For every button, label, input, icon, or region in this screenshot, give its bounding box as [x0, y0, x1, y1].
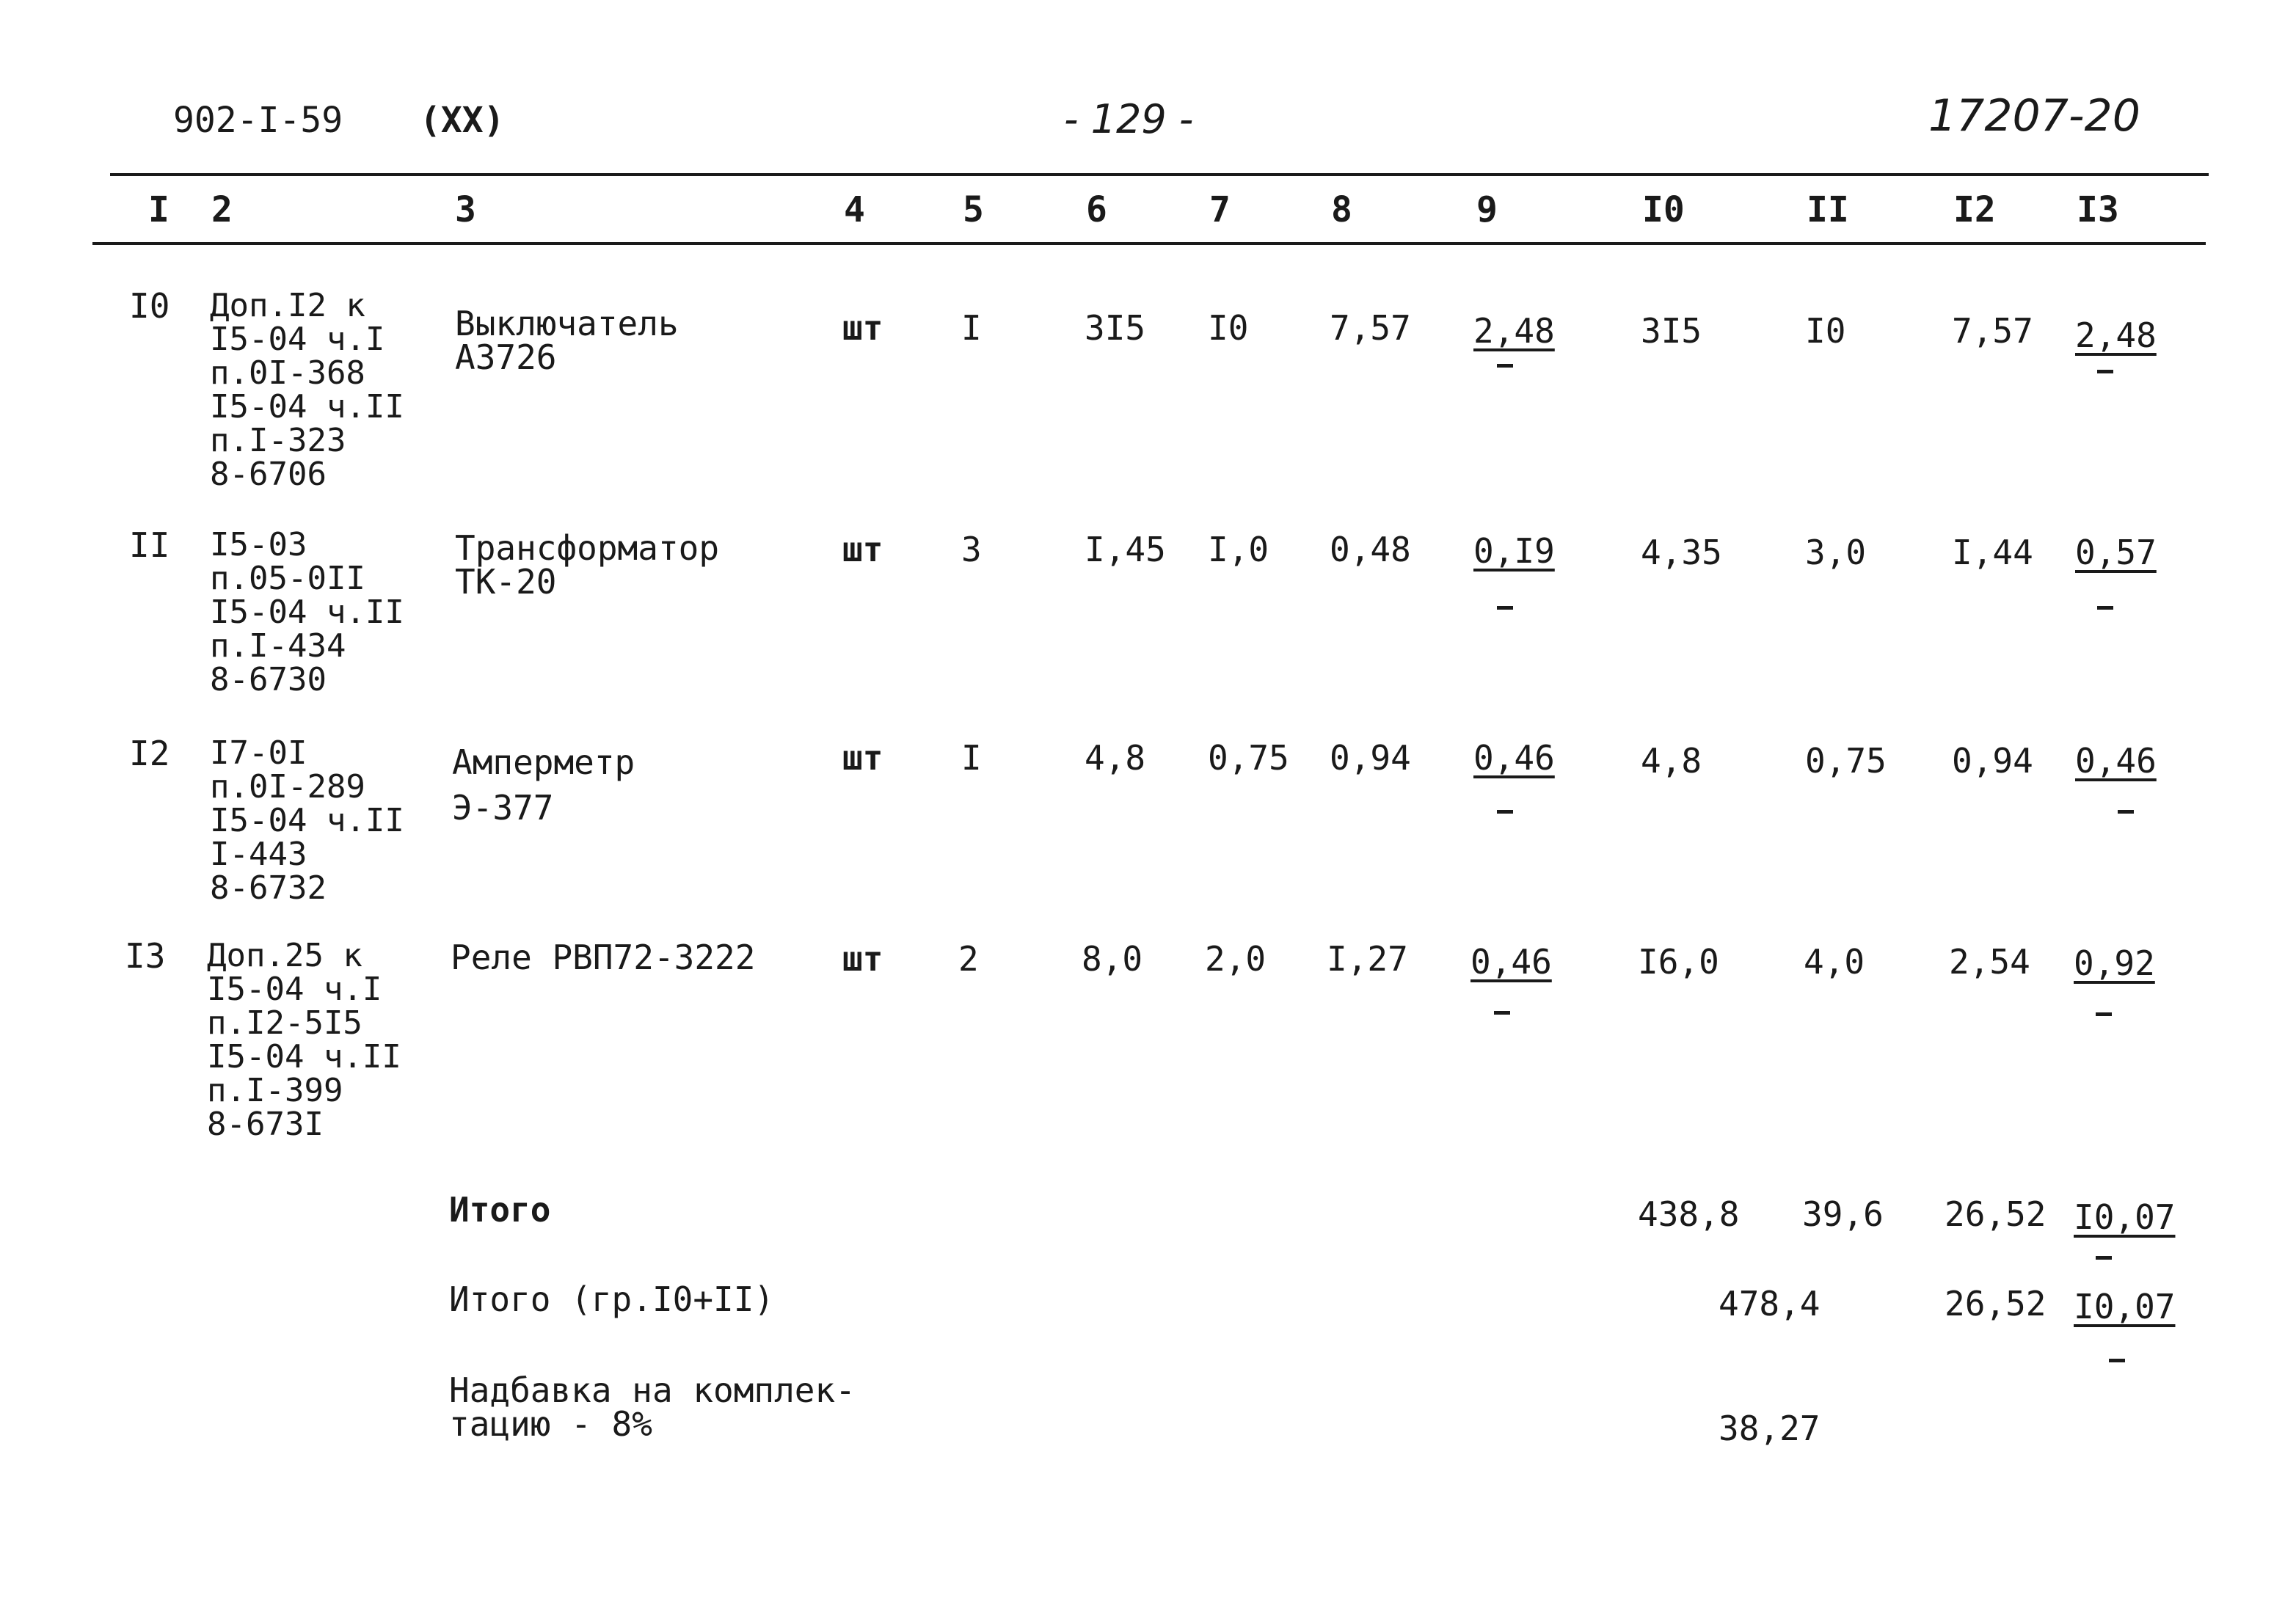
row-quantity: I — [961, 308, 982, 348]
row-col13-dash — [2097, 606, 2113, 610]
row-col9: 2,48 — [1473, 311, 1555, 351]
row-col9: 0,46 — [1473, 738, 1555, 778]
total-col13: I0,07 — [2074, 1197, 2176, 1237]
row-col12: I,44 — [1952, 533, 2033, 572]
total-col11: 39,6 — [1802, 1194, 1884, 1234]
row-col10: 4,8 — [1641, 741, 1702, 781]
row-col6: 8,0 — [1082, 939, 1143, 979]
section-label: (XX) — [420, 100, 505, 141]
row-col8: 0,94 — [1330, 738, 1411, 778]
row-col13: 0,46 — [2075, 741, 2157, 781]
row-col13-dash — [2096, 1012, 2112, 1016]
row-col12: 0,94 — [1952, 741, 2033, 781]
row-col9: 0,46 — [1470, 942, 1552, 982]
row-quantity: 2 — [958, 939, 979, 979]
col-header-9: 9 — [1476, 189, 1498, 230]
row-unit: шт — [842, 308, 883, 348]
document-code: 902-I-59 — [173, 100, 343, 141]
row-col13: 0,57 — [2075, 533, 2157, 572]
header-rule-top — [110, 173, 2209, 176]
row-item-name: Трансформатор ТК-20 — [455, 528, 720, 602]
row-col9: 0,I9 — [1473, 531, 1555, 571]
total-groups-col10-11: 478,4 — [1719, 1284, 1821, 1323]
col-header-12: I2 — [1953, 189, 1996, 230]
col-header-13: I3 — [2077, 189, 2119, 230]
row-col8: 0,48 — [1330, 530, 1411, 569]
row-col13: 0,92 — [2074, 943, 2155, 983]
page-number: - 129 - — [1064, 96, 1194, 142]
row-col8: 7,57 — [1330, 308, 1411, 348]
col-header-11: II — [1807, 189, 1849, 230]
row-col11: 4,0 — [1804, 942, 1865, 982]
row-col12: 7,57 — [1952, 311, 2033, 351]
row-reference: Доп.I2 к I5-04 ч.I п.0I-368 I5-04 ч.II п.I-323 8-6706 — [210, 287, 404, 493]
row-unit: шт — [842, 530, 883, 569]
row-col10: 4,35 — [1641, 533, 1722, 572]
total-groups-col13-dash — [2109, 1359, 2125, 1362]
row-col6: 3I5 — [1085, 308, 1146, 348]
row-quantity: I — [961, 738, 982, 778]
header-rule-bottom — [92, 242, 2206, 245]
row-col6: 4,8 — [1085, 738, 1146, 778]
row-col8: I,27 — [1327, 939, 1408, 979]
row-item-name: Реле РВП72-3222 — [451, 938, 756, 977]
col-header-1: I — [148, 189, 170, 230]
row-number: I2 — [129, 734, 170, 773]
total-col10: 438,8 — [1638, 1194, 1740, 1234]
row-item-name: Амперметр Э-377 — [452, 742, 635, 828]
col-header-7: 7 — [1209, 189, 1231, 230]
row-col13-dash — [2097, 370, 2113, 373]
row-col9-dash — [1494, 1011, 1510, 1015]
col-header-3: 3 — [455, 189, 476, 230]
col-header-2: 2 — [211, 189, 233, 230]
col-header-4: 4 — [844, 189, 865, 230]
row-unit: шт — [842, 738, 883, 778]
total-groups-label: Итого (гр.I0+II) — [449, 1279, 775, 1319]
row-col7: 2,0 — [1205, 939, 1267, 979]
row-reference: Доп.25 к I5-04 ч.I п.I2-5I5 I5-04 ч.II п.I-399 8-673I — [207, 937, 401, 1143]
total-col13-dash — [2096, 1256, 2112, 1260]
row-col7: I0 — [1208, 308, 1249, 348]
row-number: I3 — [125, 936, 166, 976]
row-col11: 3,0 — [1805, 533, 1867, 572]
row-number: I0 — [129, 286, 170, 326]
col-header-5: 5 — [963, 189, 984, 230]
row-col11: I0 — [1805, 311, 1846, 351]
total-label: Итого — [449, 1190, 551, 1230]
row-reference: I7-0I п.0I-289 I5-04 ч.II I-443 8-6732 — [210, 734, 404, 907]
row-reference: I5-03 п.05-0II I5-04 ч.II п.I-434 8-6730 — [210, 526, 404, 698]
row-col13: 2,48 — [2075, 315, 2157, 355]
sheet-number: 17207-20 — [1928, 90, 2140, 142]
markup-value: 38,27 — [1719, 1409, 1821, 1448]
col-header-6: 6 — [1086, 189, 1107, 230]
row-col10: 3I5 — [1641, 311, 1702, 351]
row-col9-dash — [1497, 364, 1513, 368]
col-header-10: I0 — [1642, 189, 1685, 230]
row-col7: 0,75 — [1208, 738, 1289, 778]
total-groups-col13: I0,07 — [2074, 1287, 2176, 1326]
col-header-8: 8 — [1331, 189, 1352, 230]
row-col7: I,0 — [1208, 530, 1269, 569]
row-col12: 2,54 — [1949, 942, 2030, 982]
row-col13-dash — [2118, 810, 2134, 814]
row-item-name: Выключатель А3726 — [455, 304, 679, 377]
row-number: II — [129, 525, 170, 565]
row-col9-dash — [1497, 606, 1513, 610]
row-col10: I6,0 — [1638, 942, 1719, 982]
row-col6: I,45 — [1085, 530, 1166, 569]
markup-label: Надбавка на комплек- тацию - 8% — [449, 1370, 856, 1444]
total-col12: 26,52 — [1945, 1194, 2047, 1234]
row-unit: шт — [842, 939, 883, 979]
row-col11: 0,75 — [1805, 741, 1887, 781]
total-groups-col12: 26,52 — [1945, 1284, 2047, 1323]
row-quantity: 3 — [961, 530, 982, 569]
row-col9-dash — [1497, 810, 1513, 814]
